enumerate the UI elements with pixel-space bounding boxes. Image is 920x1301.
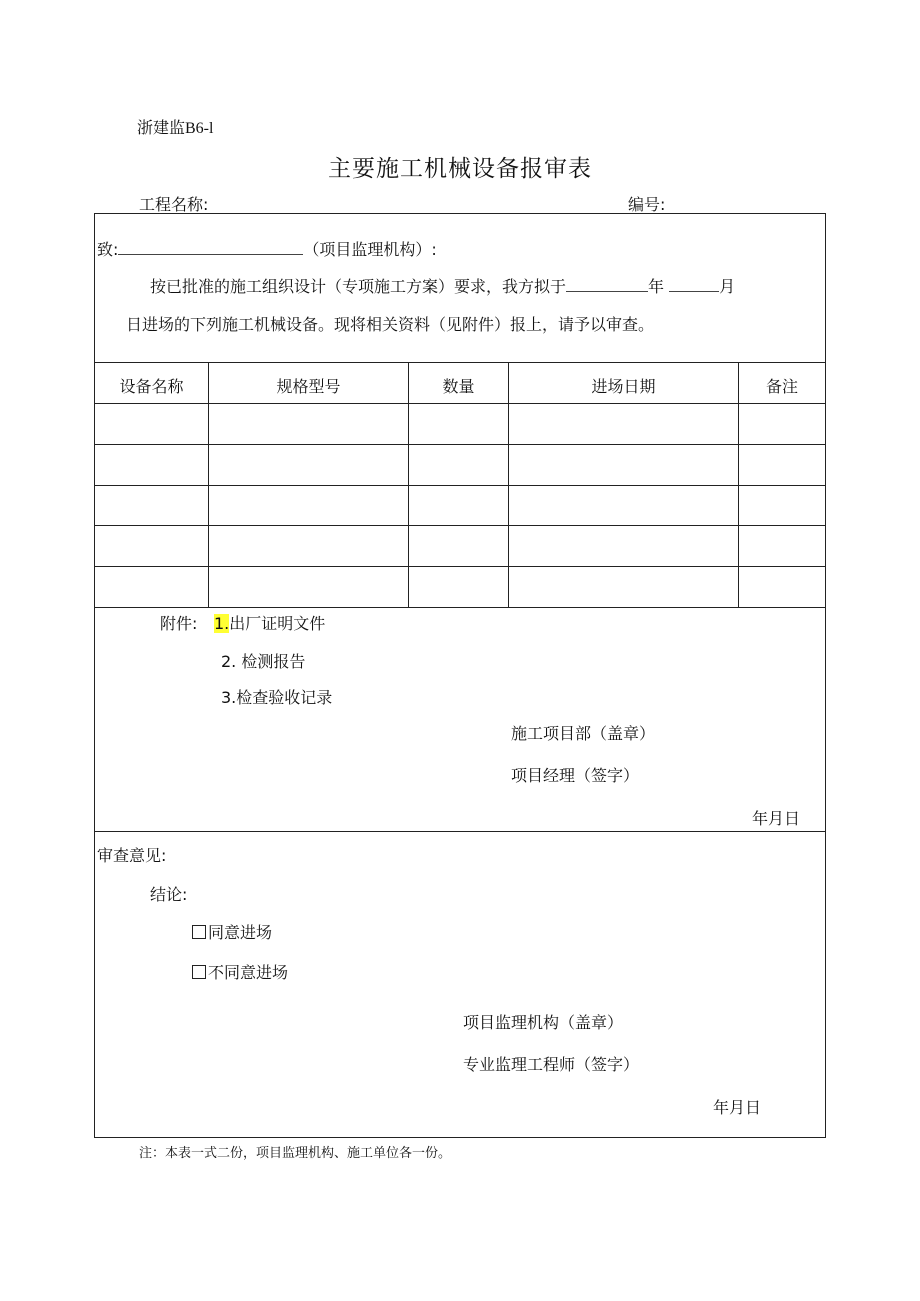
attachment-num-2: 2.: [221, 652, 237, 671]
attachment-item-2: [221, 649, 305, 672]
form-code: 浙建监B6-l: [137, 120, 214, 137]
approve-checkbox[interactable]: [192, 925, 206, 939]
col-header-quantity: 数量: [442, 377, 475, 396]
table-col-divider: [508, 362, 509, 607]
form-frame: [94, 213, 826, 1138]
contractor-dept-seal: 施工项目部（盖章）: [511, 724, 656, 743]
addressee-line: [97, 237, 437, 260]
table-row-divider: [94, 525, 826, 526]
table-header-divider: [94, 403, 826, 404]
attachment-num-1: 1.: [214, 614, 230, 633]
divider-review-section: [94, 831, 826, 832]
col-header-equipment-name: 设备名称: [119, 377, 184, 396]
project-name-label: 工程名称:: [139, 195, 209, 214]
month-blank[interactable]: [669, 277, 719, 292]
supervision-engineer-sign: 专业监理工程师（签字）: [463, 1055, 640, 1074]
month-label: 月: [719, 277, 736, 296]
contractor-date: 年月日: [752, 809, 801, 828]
intro-line-1: [150, 274, 735, 297]
conclusion-label: 结论:: [150, 885, 188, 904]
col-header-entry-date: 进场日期: [591, 377, 656, 396]
form-title: 主要施工机械设备报审表: [328, 156, 592, 182]
option-approve[interactable]: [192, 920, 272, 943]
attachment-item-3: [221, 685, 332, 708]
attachment-text-2: 检测报告: [241, 652, 306, 671]
col-header-remarks: 备注: [765, 377, 798, 396]
attachments-label: 附件:: [160, 614, 198, 633]
table-row-divider: [94, 444, 826, 445]
divider-table-bottom: [94, 607, 826, 608]
col-header-model: 规格型号: [276, 377, 341, 396]
table-col-divider: [738, 362, 739, 607]
attachment-text-1: 出厂证明文件: [229, 614, 326, 633]
attachment-num-3: 3.: [221, 688, 237, 707]
review-opinion-label: 审查意见:: [97, 846, 167, 865]
divider-top-table: [94, 362, 826, 363]
intro-line-2: 日进场的下列施工机械设备。现将相关资料（见附件）报上，请予以审查。: [126, 315, 655, 334]
attachment-text-3: 检查验收记录: [236, 688, 333, 707]
reject-checkbox[interactable]: [192, 965, 206, 979]
contractor-manager-sign: 项目经理（签字）: [511, 766, 640, 785]
supervision-org-seal: 项目监理机构（盖章）: [463, 1013, 624, 1032]
reject-label: 不同意进场: [208, 963, 289, 982]
option-reject[interactable]: [192, 960, 288, 983]
table-col-divider: [208, 362, 209, 607]
table-row-divider: [94, 566, 826, 567]
addressee-suffix: （项目监理机构）:: [303, 240, 437, 259]
table-col-divider: [408, 362, 409, 607]
footer-note: 注：本表一式二份，项目监理机构、施工单位各一份。: [139, 1146, 452, 1161]
attachment-item-1: [214, 611, 325, 634]
year-blank[interactable]: [566, 277, 648, 292]
addressee-prefix: 致:: [97, 240, 119, 259]
addressee-blank[interactable]: [118, 240, 303, 255]
serial-number-label: 编号:: [628, 195, 666, 214]
review-date: 年月日: [713, 1098, 762, 1117]
approve-label: 同意进场: [208, 923, 273, 942]
table-row-divider: [94, 485, 826, 486]
year-label: 年: [648, 277, 665, 296]
intro-text: 按已批准的施工组织设计（专项施工方案）要求，我方拟于: [150, 277, 567, 296]
